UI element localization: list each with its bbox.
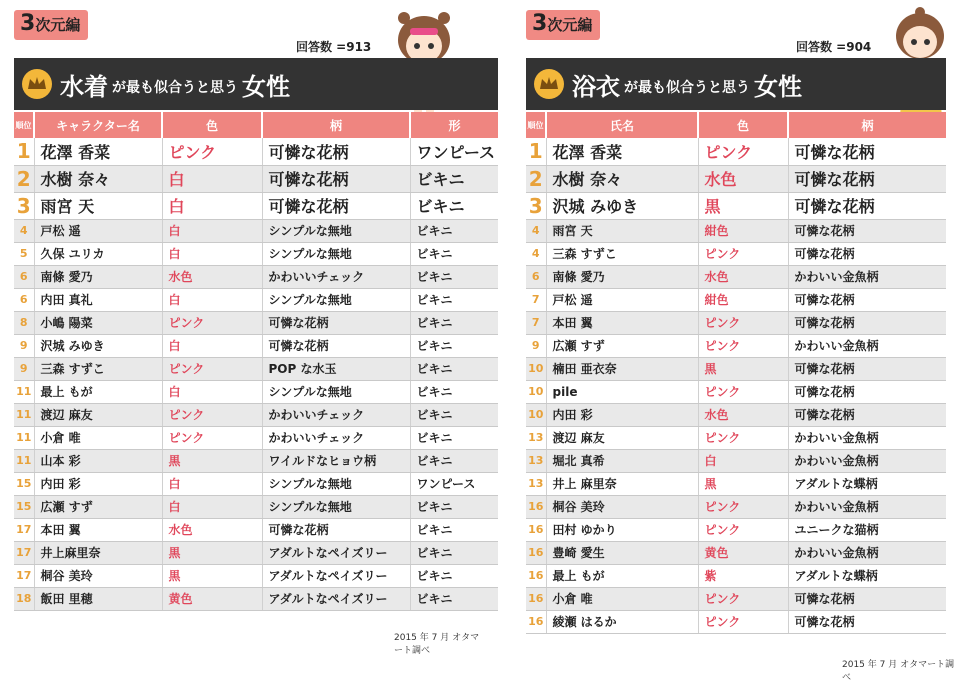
cell-rank: 16: [526, 495, 546, 518]
cell-rank: 7: [526, 288, 546, 311]
table-header-row: [526, 112, 946, 138]
cell-name: 井上 麻里奈: [546, 472, 698, 495]
table-row: [526, 138, 946, 165]
table-row: [526, 165, 946, 192]
cell-color: 紺色: [698, 219, 788, 242]
badge-number: 3: [20, 11, 36, 36]
ranking-title: [526, 58, 946, 110]
table-row: [526, 219, 946, 242]
table-row: [14, 334, 498, 357]
table-row: [526, 192, 946, 219]
cell-rank: 3: [526, 192, 546, 219]
cell-color: 水色: [698, 265, 788, 288]
ranking-table: [526, 112, 946, 634]
table-row: [14, 242, 498, 265]
badge-label: 次元編: [547, 16, 593, 34]
cell-shape: ビキニ: [410, 357, 498, 380]
cell-pattern: アダルトな蝶柄: [788, 564, 946, 587]
cell-color: ピンク: [698, 138, 788, 165]
header-name: キャラクター名: [34, 112, 162, 138]
yukata-ranking-panel: [526, 0, 956, 683]
cell-name: 南條 愛乃: [546, 265, 698, 288]
table-row: [526, 288, 946, 311]
cell-pattern: かわいい金魚柄: [788, 426, 946, 449]
table-row: [526, 518, 946, 541]
cell-color: ピンク: [162, 311, 262, 334]
cell-name: 花澤 香菜: [34, 138, 162, 165]
cell-color: 白: [162, 288, 262, 311]
cell-name: 山本 彩: [34, 449, 162, 472]
cell-pattern: 可憐な花柄: [262, 138, 410, 165]
cell-shape: ビキニ: [410, 541, 498, 564]
cell-shape: ビキニ: [410, 449, 498, 472]
cell-color: 黒: [162, 541, 262, 564]
cell-shape: ワンピース: [410, 138, 498, 165]
cell-color: 水色: [162, 265, 262, 288]
table-row: [14, 426, 498, 449]
cell-name: 広瀬 すず: [546, 334, 698, 357]
cell-rank: 18: [14, 587, 34, 610]
cell-color: ピンク: [698, 610, 788, 633]
table-row: [526, 449, 946, 472]
table-row: [526, 334, 946, 357]
cell-pattern: アダルトなペイズリー: [262, 541, 410, 564]
cell-name: 渡辺 麻友: [34, 403, 162, 426]
cell-shape: ビキニ: [410, 265, 498, 288]
cell-color: ピンク: [698, 311, 788, 334]
table-row: [526, 357, 946, 380]
cell-name: 沢城 みゆき: [34, 334, 162, 357]
cell-pattern: 可憐な花柄: [788, 357, 946, 380]
table-row: [526, 564, 946, 587]
table-row: [526, 426, 946, 449]
cell-rank: 1: [14, 138, 34, 165]
table-row: [14, 495, 498, 518]
cell-name: 楠田 亜衣奈: [546, 357, 698, 380]
cell-color: 水色: [698, 403, 788, 426]
cell-color: 黄色: [162, 587, 262, 610]
cell-color: 紺色: [698, 288, 788, 311]
header-color: 色: [162, 112, 262, 138]
cell-shape: ビキニ: [410, 426, 498, 449]
cell-shape: ビキニ: [410, 564, 498, 587]
cell-shape: ビキニ: [410, 311, 498, 334]
table-row: [526, 541, 946, 564]
cell-rank: 15: [14, 495, 34, 518]
cell-color: 白: [162, 165, 262, 192]
table-row: [526, 242, 946, 265]
cell-pattern: 可憐な花柄: [788, 288, 946, 311]
swimsuit-ranking-panel: [14, 0, 496, 683]
table-row: [14, 518, 498, 541]
table-row: [14, 138, 498, 165]
cell-rank: 16: [526, 610, 546, 633]
cell-color: ピンク: [162, 403, 262, 426]
header-pattern: 柄: [262, 112, 410, 138]
cell-color: 白: [162, 380, 262, 403]
cell-color: ピンク: [698, 518, 788, 541]
cell-name: 戸松 遥: [546, 288, 698, 311]
cell-rank: 5: [14, 242, 34, 265]
title-subject: 女性: [242, 72, 290, 101]
cell-rank: 1: [526, 138, 546, 165]
cell-pattern: 可憐な花柄: [788, 192, 946, 219]
table-row: [526, 472, 946, 495]
cell-pattern: かわいい金魚柄: [788, 449, 946, 472]
cell-color: 白: [162, 472, 262, 495]
cell-pattern: アダルトなペイズリー: [262, 564, 410, 587]
cell-rank: 13: [526, 472, 546, 495]
table-row: [526, 495, 946, 518]
cell-name: 戸松 遥: [34, 219, 162, 242]
table-row: [14, 403, 498, 426]
title-item: 浴衣: [572, 72, 620, 101]
cell-pattern: シンプルな無地: [262, 472, 410, 495]
cell-name: 井上麻里奈: [34, 541, 162, 564]
cell-name: 南條 愛乃: [34, 265, 162, 288]
table-row: [526, 311, 946, 334]
footnote: 2015 年 7 月 オタマート調べ: [842, 660, 955, 683]
cell-name: 雨宮 天: [34, 192, 162, 219]
header-rank: 順位: [526, 112, 546, 138]
category-badge: [14, 10, 88, 40]
footnote: 2015 年 7 月 オタマート調べ: [394, 633, 480, 656]
response-count: 回答数 =913: [296, 40, 372, 54]
cell-shape: ビキニ: [410, 518, 498, 541]
cell-color: 白: [162, 242, 262, 265]
cell-pattern: シンプルな無地: [262, 288, 410, 311]
cell-pattern: かわいい金魚柄: [788, 265, 946, 288]
cell-shape: ビキニ: [410, 288, 498, 311]
cell-rank: 2: [14, 165, 34, 192]
cell-color: 黒: [698, 192, 788, 219]
badge-label: 次元編: [35, 16, 81, 34]
cell-rank: 4: [526, 242, 546, 265]
cell-pattern: 可憐な花柄: [788, 610, 946, 633]
cell-pattern: アダルトなペイズリー: [262, 587, 410, 610]
cell-color: 黒: [698, 357, 788, 380]
cell-shape: ビキニ: [410, 380, 498, 403]
cell-shape: ビキニ: [410, 242, 498, 265]
cell-color: 黒: [162, 564, 262, 587]
title-middle: が最も似合うと思う: [624, 80, 750, 96]
cell-color: ピンク: [698, 587, 788, 610]
cell-rank: 6: [526, 265, 546, 288]
table-row: [14, 564, 498, 587]
cell-rank: 15: [14, 472, 34, 495]
cell-name: 水樹 奈々: [34, 165, 162, 192]
table-row: [14, 587, 498, 610]
cell-rank: 13: [526, 426, 546, 449]
cell-color: 白: [162, 495, 262, 518]
cell-name: pile: [546, 380, 698, 403]
cell-color: ピンク: [698, 334, 788, 357]
cell-color: ピンク: [162, 357, 262, 380]
cell-name: 小倉 唯: [34, 426, 162, 449]
cell-name: 水樹 奈々: [546, 165, 698, 192]
cell-name: 最上 もが: [34, 380, 162, 403]
cell-name: 久保 ユリカ: [34, 242, 162, 265]
cell-pattern: アダルトな蝶柄: [788, 472, 946, 495]
cell-rank: 9: [526, 334, 546, 357]
cell-color: 白: [698, 449, 788, 472]
cell-pattern: 可憐な花柄: [788, 242, 946, 265]
cell-rank: 16: [526, 564, 546, 587]
cell-rank: 6: [14, 288, 34, 311]
cell-pattern: 可憐な花柄: [788, 311, 946, 334]
cell-name: 堀北 真希: [546, 449, 698, 472]
cell-pattern: 可憐な花柄: [262, 192, 410, 219]
cell-color: 白: [162, 334, 262, 357]
cell-pattern: かわいい金魚柄: [788, 334, 946, 357]
cell-color: ピンク: [698, 380, 788, 403]
table-row: [14, 357, 498, 380]
cell-shape: ビキニ: [410, 219, 498, 242]
cell-pattern: 可憐な花柄: [262, 334, 410, 357]
cell-rank: 17: [14, 564, 34, 587]
cell-rank: 6: [14, 265, 34, 288]
cell-name: 内田 彩: [546, 403, 698, 426]
cell-shape: ビキニ: [410, 403, 498, 426]
cell-pattern: 可憐な花柄: [788, 138, 946, 165]
table-row: [14, 380, 498, 403]
header-rank: 順位: [14, 112, 34, 138]
cell-color: 水色: [698, 165, 788, 192]
cell-name: 内田 彩: [34, 472, 162, 495]
cell-pattern: 可憐な花柄: [788, 380, 946, 403]
cell-color: 黄色: [698, 541, 788, 564]
table-row: [526, 587, 946, 610]
cell-pattern: かわいい金魚柄: [788, 541, 946, 564]
cell-pattern: かわいい金魚柄: [788, 495, 946, 518]
cell-name: 小倉 唯: [546, 587, 698, 610]
cell-pattern: かわいいチェック: [262, 403, 410, 426]
table-header-row: [14, 112, 498, 138]
table-row: [14, 219, 498, 242]
cell-pattern: 可憐な花柄: [788, 165, 946, 192]
cell-rank: 17: [14, 518, 34, 541]
cell-pattern: ワイルドなヒョウ柄: [262, 449, 410, 472]
cell-rank: 16: [526, 541, 546, 564]
cell-rank: 11: [14, 426, 34, 449]
table-row: [526, 610, 946, 633]
header-name: 氏名: [546, 112, 698, 138]
cell-name: 雨宮 天: [546, 219, 698, 242]
cell-name: 桐谷 美玲: [34, 564, 162, 587]
cell-rank: 17: [14, 541, 34, 564]
title-middle: が最も似合うと思う: [112, 80, 238, 96]
cell-name: 田村 ゆかり: [546, 518, 698, 541]
cell-rank: 10: [526, 357, 546, 380]
cell-rank: 7: [526, 311, 546, 334]
cell-pattern: シンプルな無地: [262, 495, 410, 518]
cell-name: 最上 もが: [546, 564, 698, 587]
table-row: [14, 192, 498, 219]
cell-pattern: 可憐な花柄: [788, 219, 946, 242]
table-row: [14, 165, 498, 192]
cell-name: 桐谷 美玲: [546, 495, 698, 518]
cell-pattern: 可憐な花柄: [788, 403, 946, 426]
table-row: [14, 265, 498, 288]
cell-shape: ビキニ: [410, 192, 498, 219]
cell-rank: 11: [14, 380, 34, 403]
ranking-title: [14, 58, 498, 110]
cell-color: ピンク: [162, 138, 262, 165]
cell-shape: ビキニ: [410, 334, 498, 357]
cell-name: 本田 翼: [34, 518, 162, 541]
cell-shape: ビキニ: [410, 165, 498, 192]
cell-rank: 2: [526, 165, 546, 192]
cell-pattern: 可憐な花柄: [262, 311, 410, 334]
cell-color: 白: [162, 219, 262, 242]
cell-color: 水色: [162, 518, 262, 541]
category-badge: [526, 10, 600, 40]
cell-name: 沢城 みゆき: [546, 192, 698, 219]
cell-name: 広瀬 すず: [34, 495, 162, 518]
cell-name: 飯田 里穂: [34, 587, 162, 610]
cell-pattern: かわいいチェック: [262, 265, 410, 288]
cell-pattern: かわいいチェック: [262, 426, 410, 449]
response-count: 回答数 =904: [796, 40, 872, 54]
cell-pattern: POP な水玉: [262, 357, 410, 380]
cell-pattern: 可憐な花柄: [262, 165, 410, 192]
cell-color: 黒: [162, 449, 262, 472]
cell-name: 渡辺 麻友: [546, 426, 698, 449]
cell-rank: 4: [526, 219, 546, 242]
cell-name: 本田 翼: [546, 311, 698, 334]
table-row: [14, 449, 498, 472]
title-item: 水着: [60, 72, 108, 101]
header-color: 色: [698, 112, 788, 138]
cell-pattern: ユニークな猫柄: [788, 518, 946, 541]
cell-color: 白: [162, 192, 262, 219]
cell-color: ピンク: [698, 242, 788, 265]
cell-shape: ワンピース: [410, 472, 498, 495]
cell-color: ピンク: [162, 426, 262, 449]
cell-rank: 3: [14, 192, 34, 219]
cell-pattern: シンプルな無地: [262, 242, 410, 265]
cell-pattern: シンプルな無地: [262, 219, 410, 242]
cell-pattern: 可憐な花柄: [262, 518, 410, 541]
crown-icon: [534, 69, 564, 99]
table-row: [14, 472, 498, 495]
cell-color: 紫: [698, 564, 788, 587]
cell-pattern: シンプルな無地: [262, 380, 410, 403]
table-row: [526, 265, 946, 288]
cell-name: 内田 真礼: [34, 288, 162, 311]
cell-rank: 10: [526, 403, 546, 426]
cell-name: 三森 すずこ: [546, 242, 698, 265]
table-row: [14, 541, 498, 564]
cell-color: ピンク: [698, 495, 788, 518]
table-row: [14, 288, 498, 311]
cell-rank: 16: [526, 518, 546, 541]
cell-rank: 10: [526, 380, 546, 403]
cell-rank: 8: [14, 311, 34, 334]
cell-name: 花澤 香菜: [546, 138, 698, 165]
cell-rank: 11: [14, 403, 34, 426]
cell-rank: 4: [14, 219, 34, 242]
title-subject: 女性: [754, 72, 802, 101]
badge-number: 3: [532, 11, 548, 36]
cell-pattern: 可憐な花柄: [788, 587, 946, 610]
header-pattern: 柄: [788, 112, 946, 138]
table-row: [526, 403, 946, 426]
cell-rank: 11: [14, 449, 34, 472]
cell-color: 黒: [698, 472, 788, 495]
cell-rank: 16: [526, 587, 546, 610]
table-row: [14, 311, 498, 334]
cell-name: 小嶋 陽菜: [34, 311, 162, 334]
header-shape: 形: [410, 112, 498, 138]
cell-name: 綾瀬 はるか: [546, 610, 698, 633]
crown-icon: [22, 69, 52, 99]
cell-rank: 9: [14, 357, 34, 380]
cell-rank: 13: [526, 449, 546, 472]
ranking-table: [14, 112, 498, 611]
cell-name: 三森 すずこ: [34, 357, 162, 380]
cell-shape: ビキニ: [410, 495, 498, 518]
cell-name: 豊崎 愛生: [546, 541, 698, 564]
cell-shape: ビキニ: [410, 587, 498, 610]
table-row: [526, 380, 946, 403]
cell-color: ピンク: [698, 426, 788, 449]
cell-rank: 9: [14, 334, 34, 357]
